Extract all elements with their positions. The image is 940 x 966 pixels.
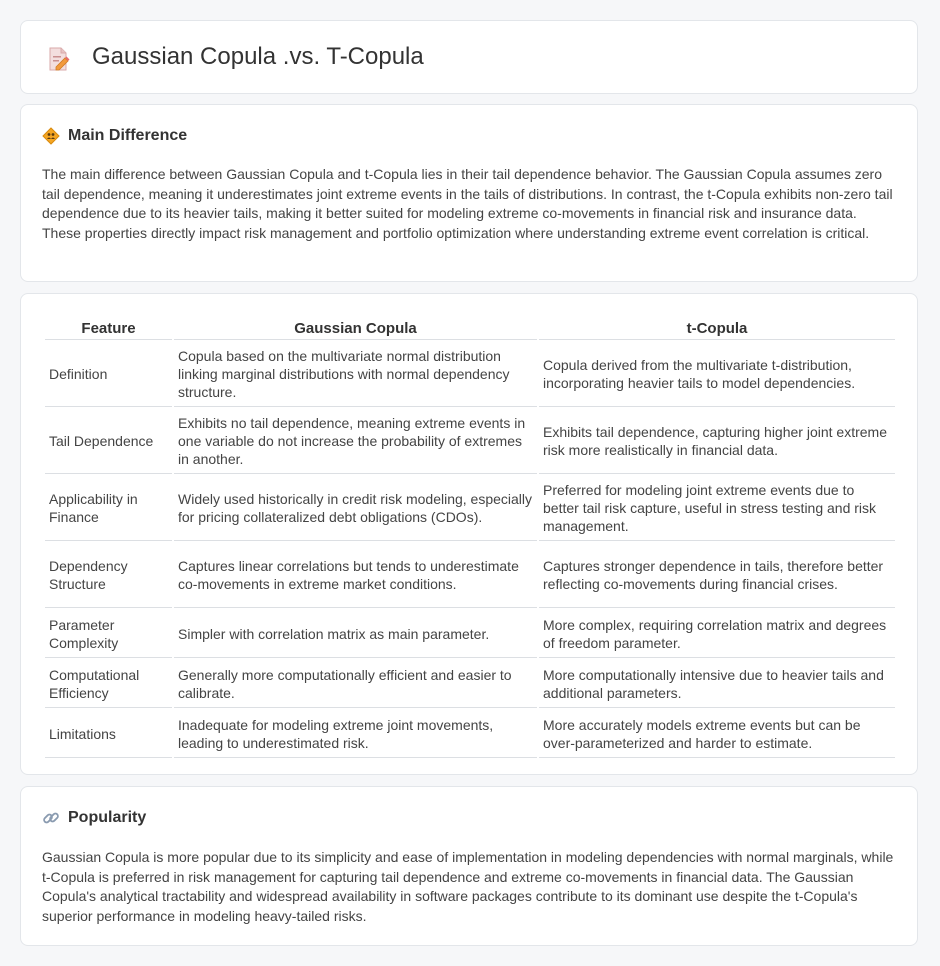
main-difference-card [20, 104, 918, 282]
table-row [45, 543, 895, 608]
t-copula-cell: Exhibits tail dependence, capturing higher joint extreme risk more realistically in financial data. [539, 409, 895, 474]
section-heading: Popularity [68, 809, 147, 826]
t-copula-cell: More complex, requiring correlation matrix and degrees of freedom parameter. [539, 610, 895, 658]
gaussian-cell: Generally more computationally efficient and easier to calibrate. [174, 660, 537, 708]
t-copula-cell: Preferred for modeling joint extreme events due to better tail risk capture, useful in stress testing and risk management. [539, 476, 895, 541]
section-heading: Main Difference [68, 127, 188, 144]
column-header: t-Copula [539, 316, 895, 340]
table-row [45, 342, 895, 407]
title-card [20, 20, 918, 94]
table-row [45, 409, 895, 474]
popularity-card [20, 786, 918, 946]
main-difference-text: The main difference between Gaussian Copula and t-Copula lies in their tail dependence behavior. The Gaussian Copula assumes zero tail dependence, meaning it underestimates joint extreme events in the tails of distributions. In contrast, the t-Copula exhibits non-zero tail dependence due to its heavier tails, making it better suited for modeling extreme co-movements in financial risk and insurance data. These properties directly impact risk management and portfolio optimization where understanding extreme event correlation is critical. [42, 166, 893, 241]
feature-cell: Limitations [45, 710, 172, 758]
gaussian-cell: Copula based on the multivariate normal distribution linking marginal distributions with normal dependency structure. [174, 342, 537, 407]
gaussian-cell: Simpler with correlation matrix as main parameter. [174, 610, 537, 658]
feature-cell: Computational Efficiency [45, 660, 172, 708]
gaussian-cell: Captures linear correlations but tends to underestimate co-movements in extreme market conditions. [174, 543, 537, 608]
table-header-row [45, 316, 895, 340]
feature-cell: Applicability in Finance [45, 476, 172, 541]
feature-cell: Parameter Complexity [45, 610, 172, 658]
feature-cell: Tail Dependence [45, 409, 172, 474]
t-copula-cell: More accurately models extreme events but can be over-parameterized and harder to estimate. [539, 710, 895, 758]
column-header: Gaussian Copula [174, 316, 537, 340]
table-row [45, 610, 895, 658]
popularity-header [42, 809, 146, 827]
main-difference-header [42, 127, 187, 145]
gaussian-cell: Inadequate for modeling extreme joint movements, leading to underestimated risk. [174, 710, 537, 758]
gaussian-cell: Exhibits no tail dependence, meaning extreme events in one variable do not increase the probability of extremes in another. [174, 409, 537, 474]
comparison-table [43, 314, 897, 760]
t-copula-cell: More computationally intensive due to heavier tails and additional parameters. [539, 660, 895, 708]
link-icon [42, 809, 60, 827]
table-row [45, 660, 895, 708]
column-header: Feature [45, 316, 172, 340]
diamond-people-icon [42, 127, 60, 145]
t-copula-cell: Captures stronger dependence in tails, therefore better reflecting co-movements during financial crises. [539, 543, 895, 608]
table-row [45, 710, 895, 758]
gaussian-cell: Widely used historically in credit risk modeling, especially for pricing collateralized debt obligations (CDOs). [174, 476, 537, 541]
feature-cell: Definition [45, 342, 172, 407]
popularity-text: Gaussian Copula is more popular due to its simplicity and ease of implementation in modeling dependencies with normal marginals, while t-Copula is preferred in risk management for capturing tail dependence and extreme co-movements in financial data. The Gaussian Copula's analytical tractability and widespread availability in software packages contribute to its dominant use despite the t-Copula's superior performance in modeling heavy-tailed risks. [42, 849, 894, 924]
t-copula-cell: Copula derived from the multivariate t-distribution, incorporating heavier tails to model dependencies. [539, 342, 895, 407]
feature-cell: Dependency Structure [45, 543, 172, 608]
comparison-card [20, 293, 918, 775]
document-pencil-icon [47, 46, 71, 72]
page-title: Gaussian Copula .vs. T-Copula [92, 43, 424, 70]
table-row [45, 476, 895, 541]
